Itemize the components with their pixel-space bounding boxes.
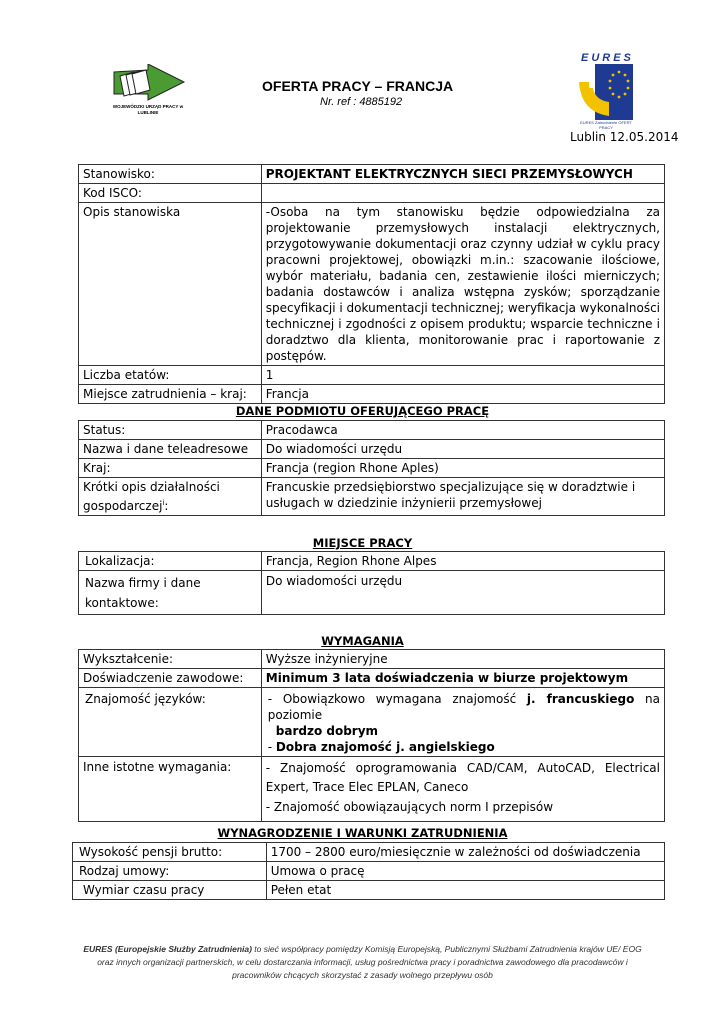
employer-country-value: Francja (region Rhone Aples) (261, 459, 664, 478)
positions-count-label: Liczba etatów: (79, 366, 262, 385)
description-label: Opis stanowiska (79, 203, 262, 366)
employer-country-label: Kraj: (79, 459, 262, 478)
contract-type-value: Umowa o pracę (266, 862, 664, 881)
employer-heading: DANE PODMIOTU OFERUJĄCEGO PRACĘ (235, 404, 490, 418)
table-row (79, 459, 665, 478)
education-label: Wykształcenie: (79, 650, 262, 669)
status-value: Pracodawca (261, 421, 664, 440)
eures-logo (575, 52, 637, 132)
french-text-d: bardzo dobrym (275, 724, 379, 738)
status-label: Status: (79, 421, 262, 440)
working-time-label: Wymiar czasu pracy (73, 881, 267, 900)
table-row (73, 843, 665, 862)
country-value: Francja (261, 385, 664, 404)
document-date: Lublin 12.05.2014 (570, 130, 679, 144)
education-value: Wyższe inżynieryjne (261, 650, 664, 669)
table-row (79, 552, 665, 571)
business-description-label-colon: : (164, 499, 169, 513)
french-text-b: j. francuskiego (526, 692, 635, 706)
table-row (79, 421, 665, 440)
footer-line-1 (60, 943, 665, 956)
reference-number: Nr. ref : 4885192 (320, 96, 403, 108)
location-value: Francja, Region Rhone Alpes (261, 552, 664, 571)
footer-line-1-text: to sieć współpracy pomiędzy Komisją Europejską, Publicznymi Służbami Zatrudnienia krajów UE/ EOG (251, 944, 642, 954)
language-requirement-french (266, 691, 660, 739)
table-row (79, 165, 665, 184)
footnote-marker: i (162, 499, 165, 507)
table-row (79, 184, 665, 203)
table-row (79, 385, 665, 404)
company-contact-label: Nazwa firmy i dane kontaktowe: (79, 571, 262, 615)
salary-value: 1700 – 2800 euro/miesięcznie w zależności od doświadczenia (266, 843, 664, 862)
business-description-label-text: Krótki opis działalności gospodarczej (83, 480, 220, 513)
french-text-c: na poziomie (267, 692, 660, 722)
table-row (73, 862, 665, 881)
eures-logo-subtext: EURES Zatrudnienie OFERT PRACY (580, 120, 632, 130)
table-row (79, 203, 665, 366)
experience-value: Minimum 3 lata doświadczenia w biurze projektowym (261, 669, 664, 688)
table-row (79, 440, 665, 459)
other-requirements-label: Inne istotne wymagania: (79, 757, 262, 822)
employer-name-value: Do wiadomości urzędu (261, 440, 664, 459)
business-description-label (79, 478, 262, 516)
salary-heading: WYNAGRODZENIE I WARUNKI ZATRUDNIENIA (217, 826, 508, 840)
languages-label: Znajomość języków: (79, 688, 262, 757)
table-row (79, 650, 665, 669)
experience-label: Doświadczenie zawodowe: (79, 669, 262, 688)
page-title: OFERTA PRACY – FRANCJA (262, 78, 454, 94)
table-row (73, 881, 665, 900)
employer-name-label: Nazwa i dane teleadresowe (79, 440, 262, 459)
workplace-table (78, 551, 665, 615)
table-row (79, 688, 665, 757)
location-label: Lokalizacja: (79, 552, 262, 571)
table-row (79, 366, 665, 385)
employer-table (78, 420, 665, 516)
position-value: PROJEKTANT ELEKTRYCZNYCH SIECI PRZEMYSŁOWYCH (261, 165, 664, 184)
footer-line-3: pracowników chcących skorzystać z zasady wolnego przepływu osób (232, 970, 493, 980)
footer-eures-name: EURES (Europejskie Służby Zatrudnienia) (83, 944, 252, 954)
requirements-table (78, 649, 665, 822)
isco-label: Kod ISCO: (79, 184, 262, 203)
other-requirements-value (261, 757, 664, 822)
table-row (79, 757, 665, 822)
salary-table (72, 842, 665, 900)
table-row (79, 478, 665, 516)
business-description-value: Francuskie przedsiębiorstwo specjalizujące się w doradztwie i usługach w dziedzinie inżynierii przemysłowej (261, 478, 664, 516)
french-text-a: - Obowiązkowo wymagana znajomość (267, 692, 527, 706)
norms-requirement: - Znajomość obowiązaujących norm I przepisów (265, 800, 554, 814)
footer (60, 943, 665, 982)
language-requirement-english (266, 739, 660, 755)
positions-count-value: 1 (261, 366, 664, 385)
table-row (79, 669, 665, 688)
position-label: Stanowisko: (79, 165, 262, 184)
english-text-a: - (267, 740, 276, 754)
wup-logo (108, 64, 188, 122)
footer-line-2: oraz innych organizacji partnerskich, w celu dostarczania informacji, usług pośrednictwa pracy i poradnictwa zawodowego dla pracodawców i (97, 957, 628, 967)
isco-value (261, 184, 664, 203)
software-requirement: - Znajomość oprogramowania CAD/CAM, AutoCAD, Electrical Expert, Trace Elec EPLAN, Caneco (265, 761, 660, 794)
table-row (79, 571, 665, 615)
eures-logo-text: EURES (581, 52, 634, 64)
workplace-heading: MIEJSCE PRACY (312, 536, 413, 550)
description-value: -Osoba na tym stanowisku będzie odpowiedzialna za projektowanie przemysłowych instalacji elektrycznych, przygotowywanie dokumentacji oraz czynny udział w cyklu pracy pracowni projektowej, obowiązki m.in.: szacowanie ilościowe, wybór materiału, badania cen, zestawienie ilości mierniczych; badania dostawców i analiza wstępna zysków; sporządzanie specyfikacji i dokumentacji technicznej; weryfikacja wykonalności technicznej i zgodności z opisem produktu; wsparcie techniczne i doradztwo dla klienta, monitorowanie prac i raportowanie z postępów. (261, 203, 664, 366)
english-text-b: Dobra znajomość j. angielskiego (275, 740, 495, 754)
working-time-value: Pełen etat (266, 881, 664, 900)
requirements-heading: WYMAGANIA (321, 634, 404, 648)
wup-logo-text: WOJEWÓDZKI URZĄD PRACY w LUBLINIE (112, 104, 184, 115)
job-table (78, 164, 665, 404)
company-contact-value: Do wiadomości urzędu (261, 571, 664, 615)
country-label: Miejsce zatrudnienia – kraj: (79, 385, 262, 404)
languages-value (261, 688, 664, 757)
contract-type-label: Rodzaj umowy: (73, 862, 267, 881)
salary-label: Wysokość pensji brutto: (73, 843, 267, 862)
